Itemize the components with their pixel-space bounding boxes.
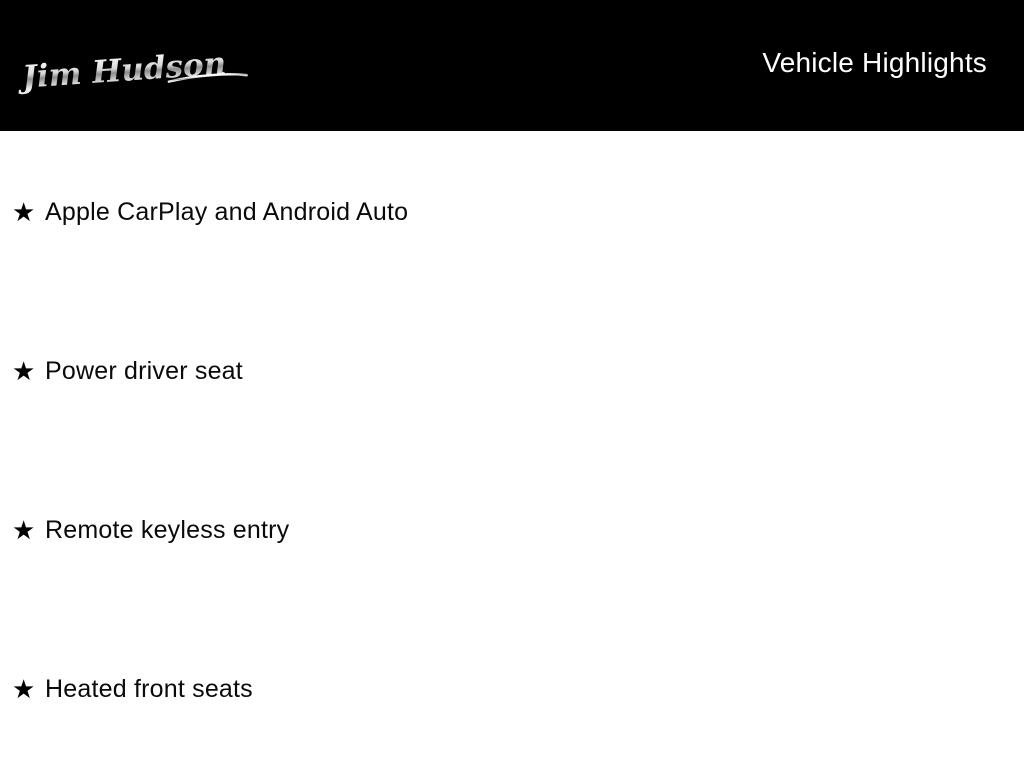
- highlight-label: Remote keyless entry: [45, 516, 290, 544]
- highlight-item: [12, 195, 408, 229]
- star-icon: ★: [12, 674, 36, 704]
- star-icon: ★: [12, 356, 36, 386]
- highlight-item: [12, 672, 253, 706]
- highlight-label: Heated front seats: [45, 675, 253, 703]
- highlight-item: [12, 354, 243, 388]
- highlights-list: [0, 131, 1024, 768]
- star-icon: ★: [12, 197, 36, 227]
- highlight-item: [12, 513, 289, 547]
- highlight-label: Power driver seat: [45, 357, 243, 385]
- header-bar: [0, 0, 1024, 131]
- logo-text: Jim Hudson: [21, 45, 228, 96]
- page-title: Vehicle Highlights: [762, 47, 987, 78]
- highlight-label: Apple CarPlay and Android Auto: [45, 198, 409, 226]
- star-icon: ★: [12, 515, 36, 545]
- jim-hudson-logo: [18, 38, 250, 102]
- jim-hudson-signature-icon: [18, 38, 250, 102]
